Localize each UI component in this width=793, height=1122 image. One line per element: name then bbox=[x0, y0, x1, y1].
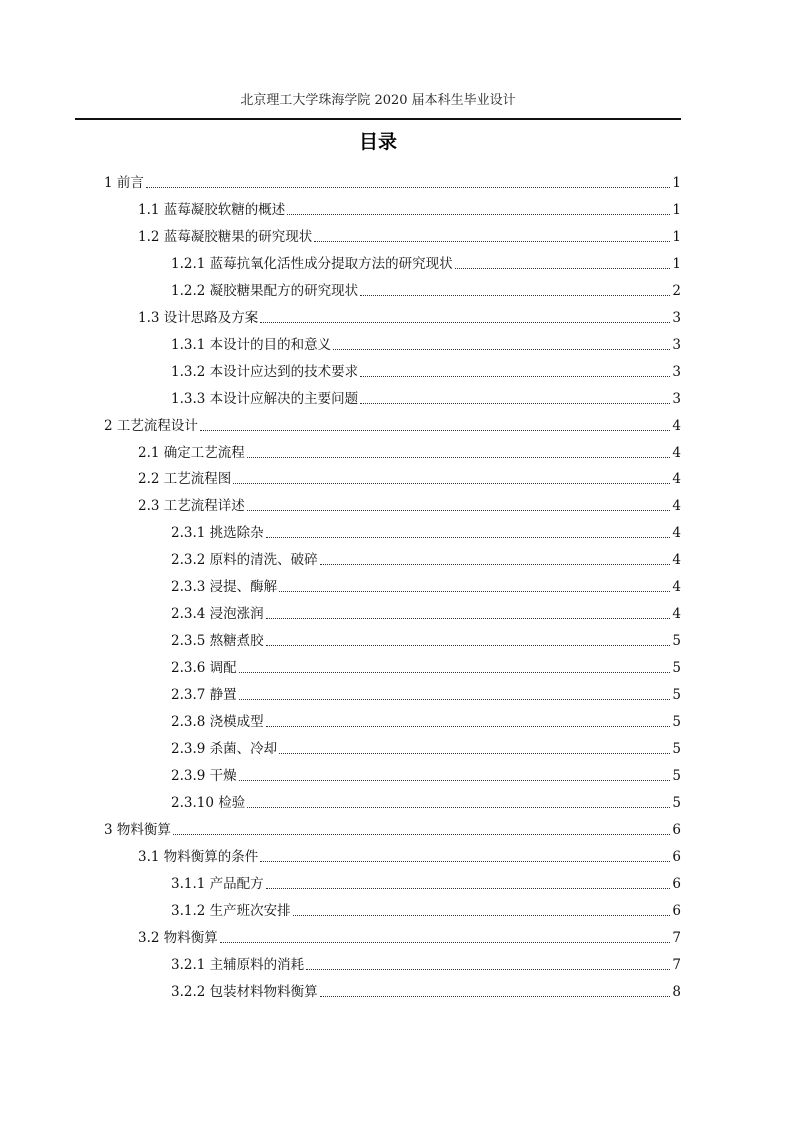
toc-dot-leader bbox=[247, 510, 670, 511]
toc-page-number: 1 bbox=[672, 175, 681, 191]
toc-dot-leader bbox=[455, 268, 670, 269]
toc-page-number: 1 bbox=[672, 201, 681, 218]
toc-entry-title: 1.2.2 凝胶糖果配方的研究现状 bbox=[171, 282, 359, 299]
toc-dot-leader bbox=[279, 591, 670, 592]
toc-page-number: 6 bbox=[672, 875, 681, 892]
toc-page-number: 6 bbox=[672, 848, 681, 865]
toc-entry-title: 3.2.1 主辅原料的消耗 bbox=[171, 956, 305, 973]
toc-page-number: 7 bbox=[672, 929, 681, 946]
toc-entry[interactable] bbox=[171, 327, 681, 354]
toc-dot-leader bbox=[266, 645, 670, 646]
toc-entry-title: 2.3.9 干燥 bbox=[171, 767, 237, 784]
toc-page-number: 6 bbox=[672, 821, 681, 838]
toc-entry[interactable] bbox=[171, 596, 681, 623]
toc-entry[interactable] bbox=[171, 758, 681, 785]
toc-dot-leader bbox=[266, 618, 670, 619]
toc-entry-title: 2.3.5 熬糖煮胶 bbox=[171, 633, 264, 650]
toc-dot-leader bbox=[260, 322, 670, 323]
toc-entry[interactable] bbox=[171, 381, 681, 408]
toc-dot-leader bbox=[287, 214, 670, 215]
toc-entry-title: 3.1.1 产品配方 bbox=[171, 875, 264, 892]
toc-entry-title: 2.3.3 浸提、酶解 bbox=[171, 579, 278, 596]
toc-page-number: 8 bbox=[672, 983, 681, 1000]
toc-entry[interactable] bbox=[171, 947, 681, 974]
toc-page-number: 4 bbox=[672, 579, 681, 596]
toc-dot-leader bbox=[239, 699, 670, 700]
toc-entry-title: 3.2 物料衡算 bbox=[138, 929, 218, 946]
toc-dot-leader bbox=[233, 483, 670, 484]
toc-dot-leader bbox=[239, 780, 670, 781]
toc-entry[interactable] bbox=[171, 866, 681, 893]
toc-entry-title: 2.2 工艺流程图 bbox=[138, 471, 232, 488]
toc-entry-title: 3.2.2 包装材料物料衡算 bbox=[171, 983, 318, 1000]
toc-page-number: 5 bbox=[672, 660, 681, 677]
toc-entry[interactable] bbox=[171, 246, 681, 273]
toc-entry[interactable] bbox=[171, 650, 681, 677]
toc-dot-leader bbox=[247, 457, 670, 458]
toc-dot-leader bbox=[200, 430, 670, 431]
toc-dot-leader bbox=[360, 376, 670, 377]
toc-entry[interactable] bbox=[171, 515, 681, 542]
toc-entry-title: 1.2.1 蓝莓抗氧化活性成分提取方法的研究现状 bbox=[171, 255, 453, 272]
toc-page-number: 5 bbox=[672, 633, 681, 650]
toc-entry-title: 2.3.6 调配 bbox=[171, 660, 237, 677]
toc-entry-title: 2.3 工艺流程详述 bbox=[138, 498, 245, 515]
toc-page-number: 3 bbox=[672, 390, 681, 407]
toc-dot-leader bbox=[333, 349, 670, 350]
toc-entry-title: 1.3.3 本设计应解决的主要问题 bbox=[171, 390, 359, 407]
toc-page-number: 3 bbox=[672, 363, 681, 380]
toc-entry-title: 1.3.1 本设计的目的和意义 bbox=[171, 336, 332, 353]
toc-entry-title: 2.3.9 杀菌、冷却 bbox=[171, 740, 278, 757]
toc-entry-title: 1 前言 bbox=[104, 175, 144, 191]
toc-dot-leader bbox=[260, 861, 670, 862]
toc-entry[interactable] bbox=[171, 974, 681, 1001]
header-divider bbox=[75, 118, 681, 120]
toc-page-number: 6 bbox=[672, 902, 681, 919]
toc-dot-leader bbox=[320, 564, 670, 565]
toc-entry[interactable] bbox=[171, 731, 681, 758]
toc-page-number: 5 bbox=[672, 714, 681, 730]
toc-page-number: 4 bbox=[672, 471, 681, 488]
toc-dot-leader bbox=[306, 969, 670, 970]
toc-dot-leader bbox=[247, 807, 670, 808]
toc-entry-title: 2 工艺流程设计 bbox=[104, 417, 198, 434]
toc-entry[interactable] bbox=[171, 273, 681, 300]
toc-dot-leader bbox=[320, 996, 670, 997]
toc-entry-title: 3 物料衡算 bbox=[104, 821, 171, 838]
toc-entry[interactable] bbox=[171, 677, 681, 704]
toc-entry[interactable] bbox=[104, 165, 681, 192]
toc-page-number: 5 bbox=[672, 767, 681, 784]
toc-page-number: 3 bbox=[672, 336, 681, 353]
toc-dot-leader bbox=[266, 888, 670, 889]
toc-entry-title: 2.1 确定工艺流程 bbox=[138, 444, 245, 461]
toc-entry-title: 2.3.10 检验 bbox=[171, 794, 246, 811]
toc-dot-leader bbox=[266, 537, 670, 538]
toc-page-number: 4 bbox=[672, 444, 681, 461]
toc-page-number: 5 bbox=[672, 687, 681, 704]
toc-entry-title: 2.3.4 浸泡涨润 bbox=[171, 606, 264, 623]
toc-entry-title: 2.3.1 挑选除杂 bbox=[171, 525, 264, 542]
toc-entry-title: 1.3 设计思路及方案 bbox=[138, 309, 259, 326]
toc-entry[interactable] bbox=[171, 542, 681, 569]
toc-page-number: 1 bbox=[672, 255, 681, 272]
toc-page-number: 4 bbox=[672, 525, 681, 542]
toc-title: 目录 bbox=[358, 131, 397, 153]
toc-entry[interactable] bbox=[171, 569, 681, 596]
toc-entry-title: 3.1 物料衡算的条件 bbox=[138, 848, 259, 865]
toc-entry[interactable] bbox=[138, 839, 681, 866]
toc-entry[interactable] bbox=[138, 920, 681, 947]
toc-entry[interactable] bbox=[171, 785, 681, 812]
toc-entry[interactable] bbox=[138, 461, 681, 488]
toc-entry-title: 1.2 蓝莓凝胶糖果的研究现状 bbox=[138, 228, 313, 245]
toc-page-number: 7 bbox=[672, 956, 681, 973]
toc-dot-leader bbox=[360, 295, 670, 296]
toc-page-number: 2 bbox=[672, 282, 681, 299]
toc-entry[interactable] bbox=[171, 893, 681, 920]
toc-dot-leader bbox=[173, 834, 670, 835]
toc-dot-leader bbox=[220, 942, 670, 943]
toc-entry[interactable] bbox=[104, 812, 681, 839]
toc-page-number: 4 bbox=[672, 498, 681, 515]
toc-page-number: 1 bbox=[672, 228, 681, 245]
toc-page-number: 5 bbox=[672, 740, 681, 757]
toc-dot-leader bbox=[314, 241, 670, 242]
toc-dot-leader bbox=[360, 403, 670, 404]
toc-entry-title: 1.1 蓝莓凝胶软糖的概述 bbox=[138, 201, 286, 218]
page-header: 北京理工大学珠海学院 2020 届本科生毕业设计 bbox=[240, 93, 516, 108]
toc-entry[interactable] bbox=[171, 354, 681, 381]
toc-entry-title: 2.3.2 原料的清洗、破碎 bbox=[171, 552, 318, 569]
toc-dot-leader bbox=[279, 753, 670, 754]
toc-entry[interactable] bbox=[138, 488, 681, 515]
toc-entry-title: 2.3.8 浇模成型 bbox=[171, 714, 264, 730]
toc-page-number: 3 bbox=[672, 309, 681, 326]
toc-entry[interactable] bbox=[171, 623, 681, 650]
toc-dot-leader bbox=[146, 187, 670, 188]
toc-entry-title: 2.3.7 静置 bbox=[171, 687, 237, 704]
toc-dot-leader bbox=[239, 672, 670, 673]
toc-page-number: 4 bbox=[672, 417, 681, 434]
toc-page-number: 5 bbox=[672, 794, 681, 811]
toc-entry[interactable] bbox=[138, 435, 681, 462]
toc-entry[interactable] bbox=[171, 704, 681, 731]
toc-entry[interactable] bbox=[138, 192, 681, 219]
toc-page-number: 4 bbox=[672, 552, 681, 569]
toc-dot-leader bbox=[293, 915, 670, 916]
toc-entry[interactable] bbox=[104, 408, 681, 435]
toc-dot-leader bbox=[266, 726, 670, 727]
toc-entry[interactable] bbox=[138, 300, 681, 327]
toc-page-number: 4 bbox=[672, 606, 681, 623]
toc-entry-title: 3.1.2 生产班次安排 bbox=[171, 902, 291, 919]
toc-entry[interactable] bbox=[138, 219, 681, 246]
toc-entry-title: 1.3.2 本设计应达到的技术要求 bbox=[171, 363, 359, 380]
